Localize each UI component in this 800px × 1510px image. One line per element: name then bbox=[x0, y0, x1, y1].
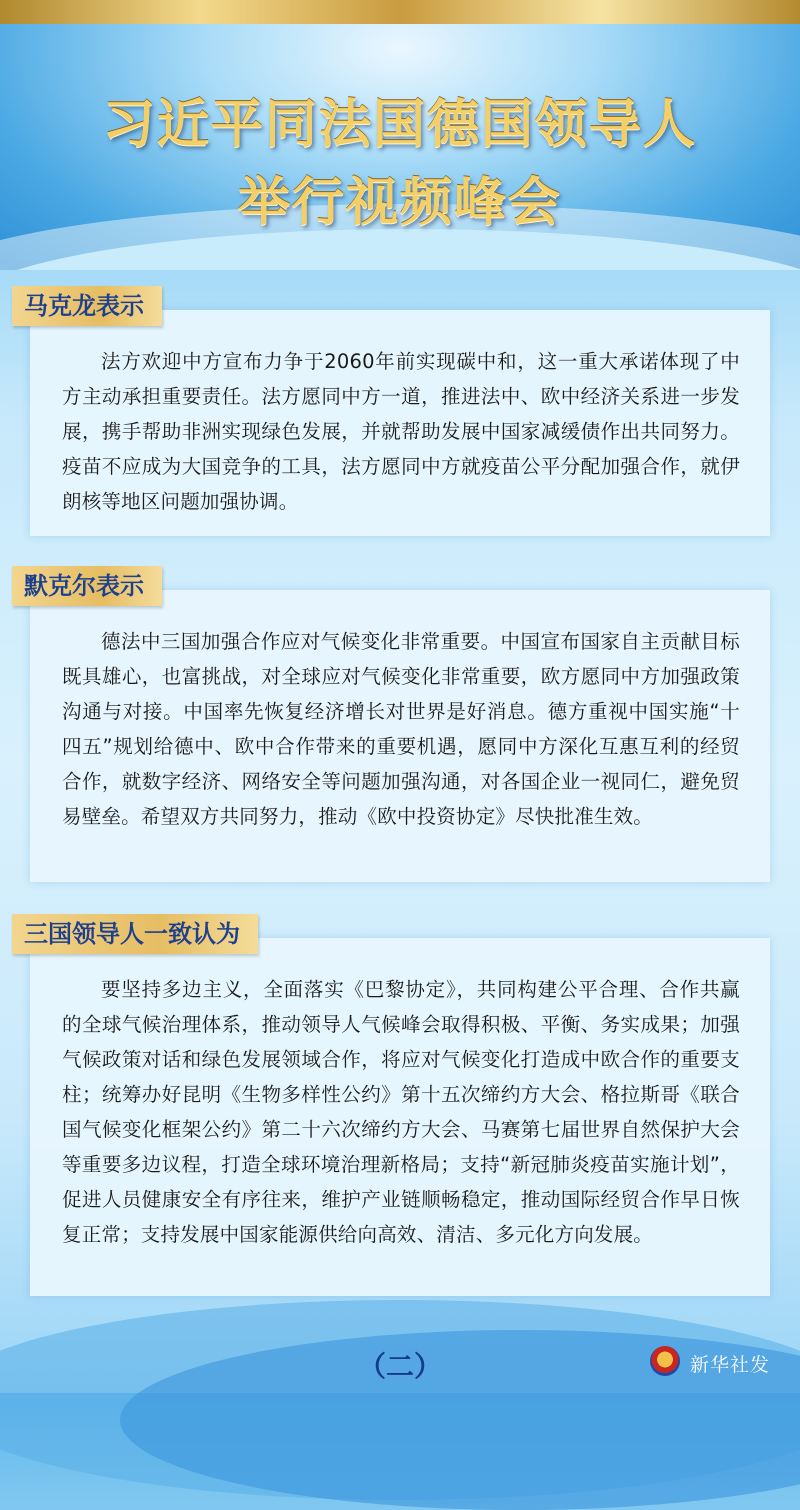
section-label-consensus: 三国领导人一致认为 bbox=[12, 914, 258, 954]
section-text: 法方欢迎中方宣布力争于2060年前实现碳中和，这一重大承诺体现了中方主动承担重要责任。法方愿同中方一道，推进法中、欧中经济关系进一步发展，携手帮助非洲实现绿色发展，并就帮助发展中国家减缓债作出共同努力。疫苗不应成为大国竞争的工具，法方愿同中方就疫苗公平分配加强合作，就伊朗核等地区问题加强协调。 bbox=[62, 350, 740, 513]
section-box-merkel bbox=[30, 590, 770, 882]
page-title-line2: 举行视频峰会 bbox=[237, 173, 562, 233]
page-number: （二） bbox=[357, 1350, 442, 1383]
section-text: 要坚持多边主义，全面落实《巴黎协定》，共同构建公平合理、合作共赢的全球气候治理体系，推动领导人气候峰会取得积极、平衡、务实成果；加强气候政策对话和绿色发展领域合作，将应对气候变化打造成中欧合作的重要支柱；统筹办好昆明《生物多样性公约》第十五次缔约方大会、格拉斯哥《联合国气候变化框架公约》第二十六次缔约方大会、马赛第七届世界自然保护大会等重要多边议程，打造全球环境治理新格局；支持“新冠肺炎疫苗实施计划”，促进人员健康安全有序往来，维护产业链顺畅稳定，推动国际经贸合作早日恢复正常；支持发展中国家能源供给向高效、清洁、多元化方向发展。 bbox=[62, 978, 740, 1246]
section-label-merkel: 默克尔表示 bbox=[12, 566, 162, 606]
section-label-macron: 马克龙表示 bbox=[12, 286, 162, 326]
section-box-consensus bbox=[30, 938, 770, 1296]
section-box-macron bbox=[30, 310, 770, 536]
brand-credit: 新华社发 bbox=[690, 1354, 771, 1376]
page-title-line1: 习近平同法国德国领导人 bbox=[102, 95, 697, 155]
top-gold-band bbox=[0, 0, 800, 24]
section-text: 德法中三国加强合作应对气候变化非常重要。中国宣布国家自主贡献目标既具雄心，也富挑战，对全球应对气候变化非常重要，欧方愿同中方加强政策沟通与对接。中国率先恢复经济增长对世界是好消息。德方重视中国实施“十四五”规划给德中、欧中合作带来的重要机遇，愿同中方深化互惠互利的经贸合作，就数字经济、网络安全等问题加强沟通，对各国企业一视同仁，避免贸易壁垒。希望双方共同努力，推动《欧中投资协定》尽快批准生效。 bbox=[62, 630, 740, 828]
xinhua-logo-icon bbox=[650, 1346, 680, 1376]
